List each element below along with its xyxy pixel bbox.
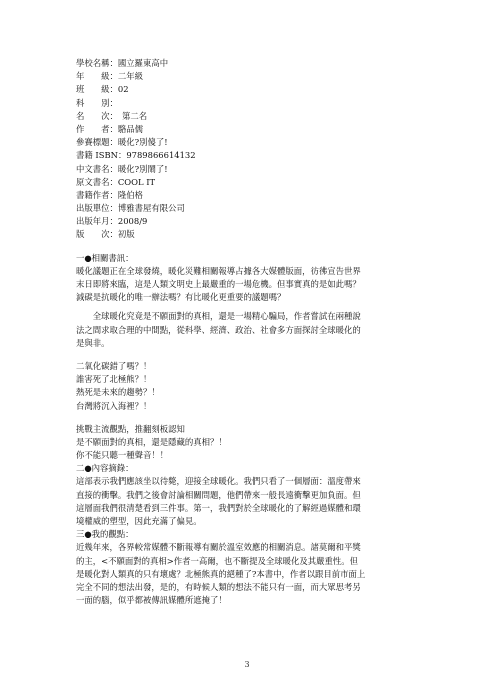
page-number: 3 <box>244 660 250 669</box>
paragraph-line: 近幾年來，各界較常媒體不斷報導有關於溫室效應的相關消息。諸莫爾和平獎 <box>76 542 361 553</box>
section-my-viewpoint <box>76 528 424 607</box>
section-book-news <box>76 252 424 463</box>
paragraph-line: 減碳是抗暖化的唯一辦法嗎？有比暖化更重要的議題嗎？ <box>76 292 286 303</box>
paragraph-line: 法之間求取合理的中間點，從科學、經濟、政治、社會多方面探討全球暖化的 <box>76 324 361 335</box>
paragraph-line: 直接的衝擊。我們之後會討論相關問題，他們帶來一般長遠衝擊更加負面。但 <box>76 489 361 500</box>
document-body <box>76 57 424 607</box>
info-isbn: 書籍 ISBN：9789866614132 <box>76 150 196 161</box>
paragraph-line: 是與非。 <box>76 337 110 348</box>
info-department: 科 別： <box>76 97 118 108</box>
paragraph-line: 完全不同的想法出發，是的，有時候人類的想法不能只有一面，而大眾思考另 <box>76 581 361 592</box>
info-rank: 名 次： 第二名 <box>76 110 148 121</box>
paragraph-line: 的主，<不願面對的真相>作者一高爾，也不斷提及全球暖化及其嚴重性。但 <box>76 555 359 566</box>
challenge-line: 是不願面對的真相，還是隱藏的真相？！ <box>76 436 227 447</box>
info-grade: 年 級：二年級 <box>76 71 143 82</box>
info-author: 作 者：駱品儒 <box>76 123 143 134</box>
paragraph-line: 一面的腦，似乎都被傳訊媒體所遮掩了！ <box>76 595 227 606</box>
question-line: 台灣將沉入海裡？！ <box>76 400 152 411</box>
paragraph-line: 境權威的塑型，因此充滿了偏見。 <box>76 516 202 526</box>
info-publisher: 出版單位：博雅書屋有限公司 <box>76 203 185 214</box>
book-info-block <box>76 57 424 242</box>
paragraph-line: 是暖化對人類真的只有壞處？北極熊真的絕種了?本書中，作者以跟目前市面上 <box>76 568 366 579</box>
info-publish-date: 出版年月：2008/9 <box>76 216 148 227</box>
section-heading: 二●內容摘錄： <box>76 463 134 474</box>
info-entry-title: 參賽標題：暖化?別傻了! <box>76 137 168 148</box>
paragraph-line: 末日即將來臨，這是人類文明史上最嚴重的一場危機。但事實真的是如此嗎？ <box>76 279 361 289</box>
info-school: 學校名稱：國立羅東高中 <box>76 58 169 68</box>
section-heading: 一●相關書訊： <box>76 252 134 263</box>
info-chinese-title: 中文書名：暖化?別鬧了! <box>76 163 168 174</box>
info-original-title: 原文書名：COOL IT <box>76 176 156 187</box>
paragraph-line: 這部表示我們應該坐以待斃，迎接全球暖化。我們只看了一個層面：溫度帶來 <box>76 476 361 487</box>
section-heading: 三●我的觀點： <box>76 529 134 540</box>
info-class: 班 級：02 <box>76 84 129 95</box>
question-line: 誰害死了北極熊？！ <box>76 374 152 385</box>
paragraph-line: 這層面我們很清楚看到三件事。第一，我們對於全球暖化的了解經過媒體和環 <box>76 502 361 513</box>
info-edition: 版 次：初版 <box>76 229 135 240</box>
paragraph-line: 暖化議題正在全球發燒，暖化災難相關報導占據各大媒體版面，彷彿宣告世界 <box>76 265 361 276</box>
question-line: 二氧化碳錯了嗎？！ <box>76 360 152 371</box>
question-line: 熱死是未來的趨勢？！ <box>76 387 160 398</box>
info-book-author: 書籍作者：隆伯格 <box>76 189 143 200</box>
section-content-excerpt <box>76 462 424 528</box>
challenge-line: 挑戰主流觀點，推翻刻板認知 <box>76 423 185 434</box>
paragraph-line: 全球暖化究竟是不願面對的真相，還是一場精心騙局，作者嘗試在兩種說 <box>92 311 361 322</box>
challenge-line: 你不能只聽一種聲音！！ <box>76 450 169 461</box>
